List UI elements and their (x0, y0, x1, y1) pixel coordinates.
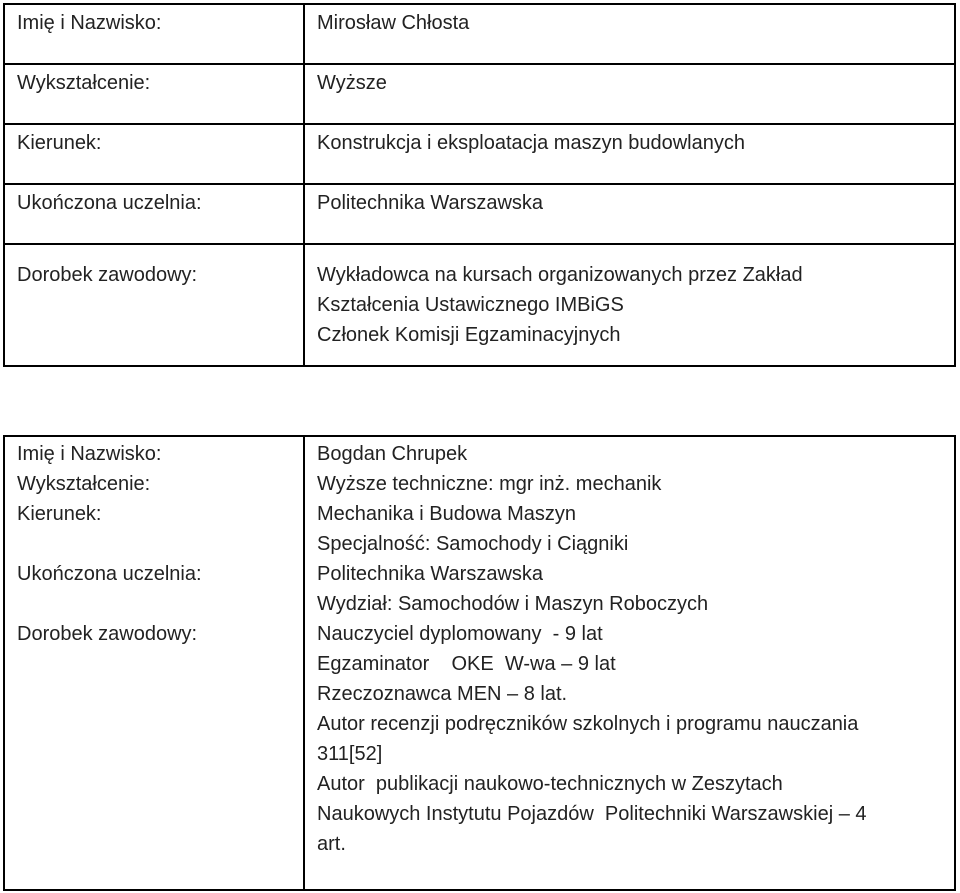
label-field: Kierunek: (4, 124, 304, 184)
label-education: Wykształcenie: (17, 473, 151, 495)
label-achievements: Dorobek zawodowy: (17, 623, 198, 645)
value-field: Konstrukcja i eksploatacja maszyn budowlanych (304, 124, 955, 184)
label-name: Imię i Nazwisko: (4, 4, 304, 64)
value-line: Naukowych Instytutu Pojazdów Politechniki Warszawskiej – 4 (317, 803, 867, 825)
label-university: Ukończona uczelnia: (17, 563, 202, 585)
profile-table-2 (3, 435, 956, 891)
label-field: Kierunek: (17, 503, 102, 525)
profile-table-1 (3, 3, 956, 367)
value-line: Wydział: Samochodów i Maszyn Roboczych (317, 593, 709, 615)
label-name: Imię i Nazwisko: (17, 443, 162, 465)
table-row (4, 436, 955, 890)
achievement-line: Kształcenia Ustawicznego IMBiGS (317, 294, 624, 316)
value-university: Politechnika Warszawska (304, 184, 955, 244)
value-line: 311[52] (317, 743, 383, 765)
value-line: Rzeczoznawca MEN – 8 lat. (317, 683, 568, 705)
label-university: Ukończona uczelnia: (4, 184, 304, 244)
label-achievements: Dorobek zawodowy: (4, 244, 304, 366)
value-line: Nauczyciel dyplomowany - 9 lat (317, 623, 603, 645)
value-line: Bogdan Chrupek (317, 443, 468, 465)
value-line: Autor recenzji podręczników szkolnych i programu nauczania (317, 713, 859, 735)
value-line: art. (317, 833, 346, 855)
table-row (4, 244, 955, 366)
value-line: Autor publikacji naukowo-technicznych w Zeszytach (317, 773, 783, 795)
value-line: Politechnika Warszawska (317, 563, 544, 585)
value-line: Specjalność: Samochody i Ciągniki (317, 533, 629, 555)
table-row (4, 4, 955, 64)
value-education: Wyższe (304, 64, 955, 124)
table-row (4, 124, 955, 184)
value-name: Mirosław Chłosta (304, 4, 955, 64)
achievement-line: Wykładowca na kursach organizowanych przez Zakład (317, 264, 803, 286)
value-achievements (304, 244, 955, 366)
value-line: Mechanika i Budowa Maszyn (317, 503, 577, 525)
table-row (4, 184, 955, 244)
table-row (4, 64, 955, 124)
label-education: Wykształcenie: (4, 64, 304, 124)
values-column (304, 436, 955, 890)
labels-column (4, 436, 304, 890)
value-line: Egzaminator OKE W-wa – 9 lat (317, 653, 616, 675)
achievement-line: Członek Komisji Egzaminacyjnych (317, 324, 621, 346)
value-line: Wyższe techniczne: mgr inż. mechanik (317, 473, 662, 495)
